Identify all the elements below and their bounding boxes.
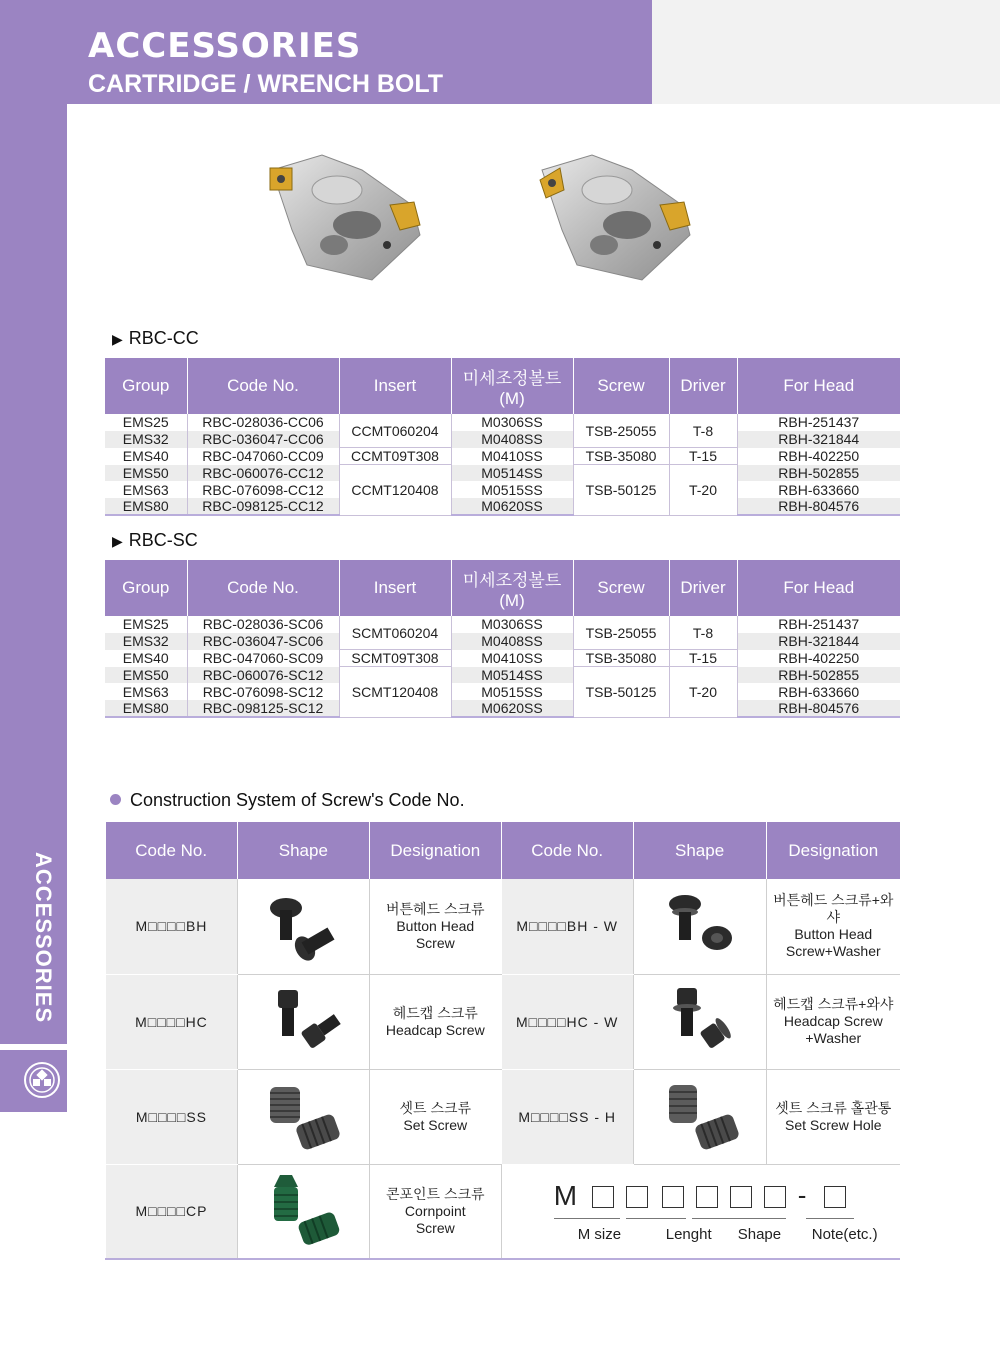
col-driver: Driver: [669, 358, 737, 414]
cartridge-cc-image: [262, 150, 432, 290]
designation-en: Screw: [415, 934, 455, 951]
col-shape-right: Shape: [633, 822, 766, 879]
designation-en: Screw: [415, 1219, 455, 1236]
table-row: [106, 974, 901, 1069]
table-row: EMS32 RBC-036047-SC06 M0408SS RBH-321844: [105, 633, 900, 650]
triangle-bullet-icon: ▶: [112, 331, 123, 347]
code-legend: [501, 1164, 900, 1259]
section-title-rbc-cc: ▶ RBC-CC: [112, 328, 199, 348]
designation-en: Cornpoint: [404, 1202, 466, 1219]
col-screw: Screw: [573, 560, 669, 616]
cornpoint-screw-icon: [258, 1171, 348, 1251]
designation-kr: 셋트 스크류 홀관통: [775, 1099, 892, 1116]
table-row: EMS32 RBC-036047-CC06 M0408SS RBH-321844: [105, 431, 900, 448]
legend-underline: [554, 1218, 620, 1219]
code-cp: M□□□□CP: [106, 1164, 238, 1259]
legend-box: [824, 1186, 846, 1208]
table-row: [106, 1069, 901, 1164]
legend-box: [626, 1186, 648, 1208]
legend-label-shape: Shape: [737, 1226, 782, 1244]
designation-en: Set Screw: [403, 1116, 468, 1133]
legend-prefix: M: [553, 1180, 578, 1212]
table-row: [106, 1164, 901, 1259]
table-row: EMS50 RBC-060076-SC12 SCMT120408 M0514SS TSB-50125 T-20 RBH-502855: [105, 667, 900, 684]
table-row: EMS80 RBC-098125-SC12 M0620SS RBH-804576: [105, 700, 900, 717]
col-screw: Screw: [573, 358, 669, 414]
table-row: EMS25 RBC-028036-SC06 SCMT060204 M0306SS TSB-25055 T-8 RBH-251437: [105, 616, 900, 633]
legend-box: [592, 1186, 614, 1208]
bullet-dot-icon: [110, 794, 121, 805]
col-group: Group: [105, 358, 187, 414]
legend-underline: [626, 1218, 686, 1219]
designation-kr: 셋트 스크류: [399, 1099, 472, 1116]
legend-label-m-size: M size: [577, 1226, 622, 1244]
rbc-sc-table: [105, 560, 900, 718]
designation-en: Screw+Washer: [785, 943, 881, 960]
table-row: EMS40 RBC-047060-CC09 CCMT09T308 M0410SS TSB-35080 T-15 RBH-402250: [105, 448, 900, 465]
col-insert: Insert: [339, 358, 451, 414]
designation-kr: 버튼헤드 스크류+와샤: [773, 892, 894, 926]
designation-en: Set Screw Hole: [785, 1116, 882, 1133]
designation-en: +Washer: [805, 1030, 862, 1046]
designation-kr: 콘포인트 스크류: [385, 1185, 485, 1202]
designation-en: Headcap Screw: [385, 1021, 485, 1038]
rbc-cc-table: [105, 358, 900, 516]
section-title-rbc-sc: ▶ RBC-SC: [112, 530, 198, 550]
side-label: ACCESSORIES: [31, 852, 56, 1024]
col-fine-bolt: 미세조정볼트(M): [451, 560, 573, 616]
col-designation-right: Designation: [766, 822, 900, 879]
col-shape-left: Shape: [237, 822, 369, 879]
col-for-head: For Head: [737, 560, 900, 616]
col-insert: Insert: [339, 560, 451, 616]
company-logo-icon: [22, 1060, 62, 1100]
legend-label-note: Note(etc.): [811, 1226, 878, 1244]
cartridge-sc-image: [532, 150, 702, 290]
legend-underline: [692, 1218, 786, 1219]
legend-box: [730, 1186, 752, 1208]
page-subtitle: CARTRIDGE / WRENCH BOLT: [88, 70, 444, 98]
col-code-right: Code No.: [501, 822, 633, 879]
col-code-left: Code No.: [106, 822, 238, 879]
designation-kr: 헤드캡 스크류: [392, 1004, 478, 1021]
code-bh-w: M□□□□BH - W: [501, 879, 633, 974]
code-hc: M□□□□HC: [106, 974, 238, 1069]
code-hc-w: M□□□□HC - W: [501, 974, 633, 1069]
code-bh: M□□□□BH: [106, 879, 238, 974]
code-ss-h: M□□□□SS - H: [501, 1069, 633, 1164]
page-title: ACCESSORIES: [88, 26, 362, 66]
headcap-screw-washer-icon: [655, 982, 745, 1062]
table-row: EMS63 RBC-076098-CC12 M0515SS RBH-633660: [105, 481, 900, 498]
button-head-screw-washer-icon: [655, 886, 745, 966]
legend-underline: [806, 1218, 854, 1219]
col-fine-bolt: 미세조정볼트(M): [451, 358, 573, 414]
construction-section-title: Construction System of Screw's Code No.: [110, 790, 465, 811]
code-ss: M□□□□SS: [106, 1069, 238, 1164]
legend-label-length: Lenght: [665, 1226, 712, 1244]
col-code: Code No.: [187, 358, 339, 414]
col-driver: Driver: [669, 560, 737, 616]
header-right-panel: [652, 0, 1000, 104]
legend-box: [764, 1186, 786, 1208]
legend-box: [662, 1186, 684, 1208]
set-screw-icon: [258, 1077, 348, 1157]
headcap-screw-icon: [258, 982, 348, 1062]
triangle-bullet-icon: ▶: [112, 533, 123, 549]
set-screw-hole-icon: [655, 1077, 745, 1157]
screw-code-table: [105, 822, 900, 1260]
col-group: Group: [105, 560, 187, 616]
table-row: EMS50 RBC-060076-CC12 CCMT120408 M0514SS TSB-50125 T-20 RBH-502855: [105, 465, 900, 482]
designation-en: Button Head: [794, 926, 873, 943]
designation-kr: 헤드캡 스크류+와샤: [773, 996, 894, 1012]
table-row: EMS25 RBC-028036-CC06 CCMT060204 M0306SS TSB-25055 T-8 RBH-251437: [105, 414, 900, 431]
legend-box: [696, 1186, 718, 1208]
button-head-screw-icon: [258, 886, 348, 966]
table-row: EMS63 RBC-076098-SC12 M0515SS RBH-633660: [105, 683, 900, 700]
col-code: Code No.: [187, 560, 339, 616]
col-designation-left: Designation: [369, 822, 501, 879]
designation-kr: 버튼헤드 스크류: [385, 900, 485, 917]
legend-dash: -: [797, 1180, 807, 1211]
table-row: [106, 879, 901, 974]
table-row: EMS40 RBC-047060-SC09 SCMT09T308 M0410SS TSB-35080 T-15 RBH-402250: [105, 650, 900, 667]
table-row: EMS80 RBC-098125-CC12 M0620SS RBH-804576: [105, 498, 900, 515]
designation-en: Headcap Screw: [783, 1013, 883, 1029]
col-for-head: For Head: [737, 358, 900, 414]
designation-en: Button Head: [396, 917, 475, 934]
